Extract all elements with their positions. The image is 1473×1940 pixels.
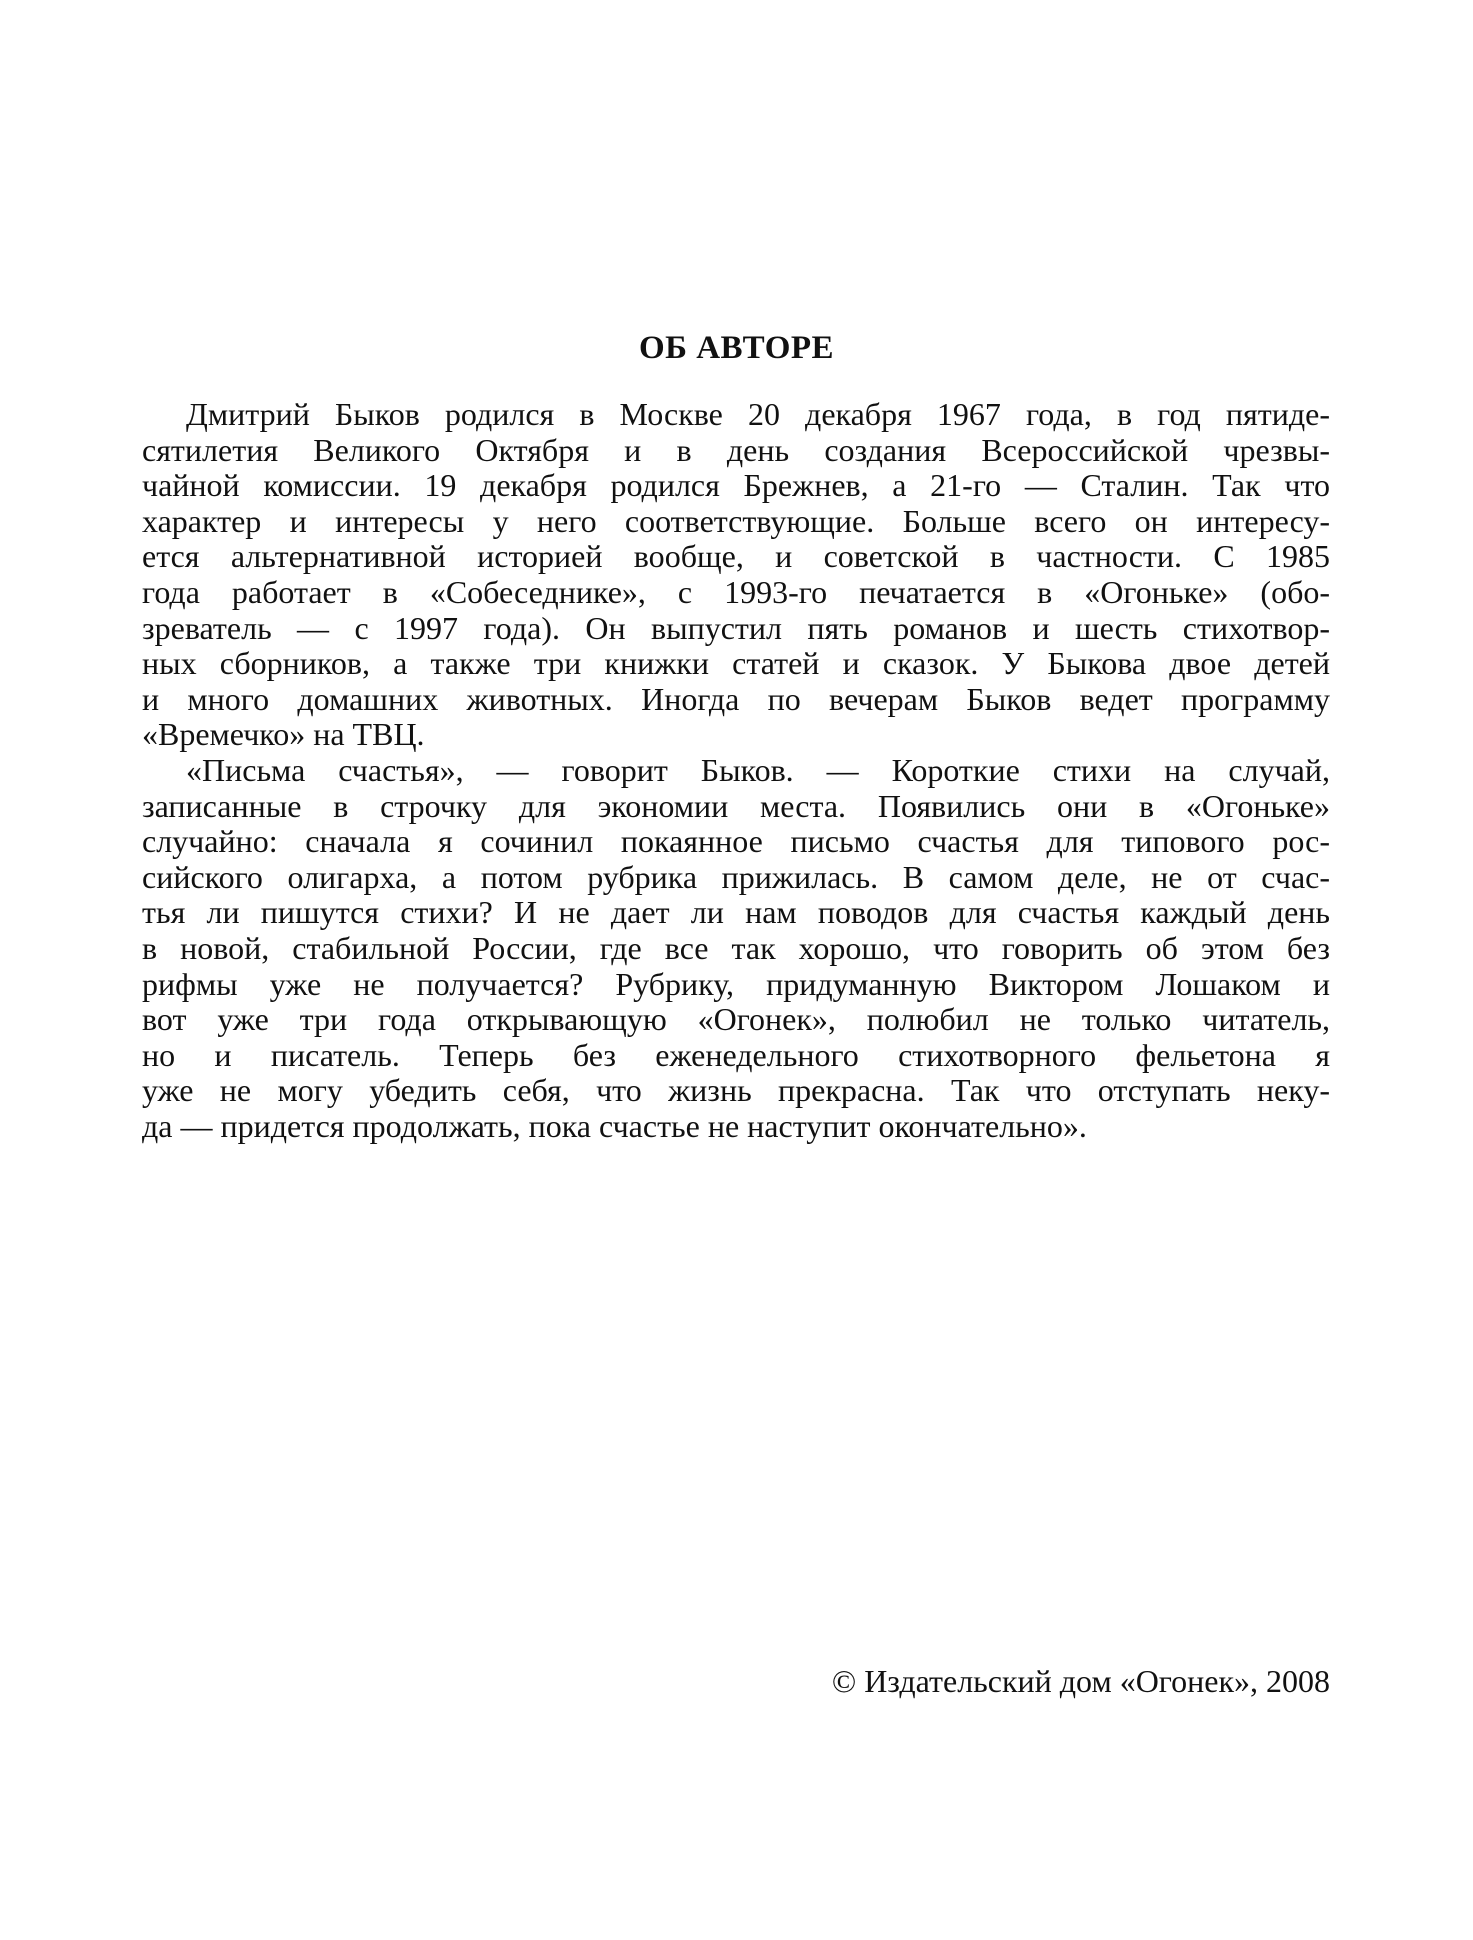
text-line: характер и интересы у него соответствующие. Больше всего он интересу- (142, 502, 1330, 539)
text-line: ных сборников, а также три книжки статей и сказок. У Быкова двое детей (142, 645, 1330, 682)
text-line: да — придется продолжать, пока счастье не наступит окончательно». (142, 1107, 1087, 1144)
text-line: и много домашних животных. Иногда по вечерам Быков ведет программу (142, 680, 1330, 717)
text-line: записанные в строчку для экономии места. Появились они в «Огоньке» (142, 787, 1330, 824)
text-line: вот уже три года открывающую «Огонек», полюбил не только читатель, (142, 1001, 1330, 1038)
text-line: но и писатель. Теперь без еженедельного стихотворного фельетона я (142, 1036, 1330, 1073)
text-line: тья ли пишутся стихи? И не дает ли нам поводов для счастья каждый день (142, 894, 1330, 931)
text-line: Дмитрий Быков родился в Москве 20 декабря 1967 года, в год пятиде- (186, 396, 1330, 432)
text-line: рифмы уже не получается? Рубрику, придуманную Виктором Лошаком и (142, 965, 1330, 1002)
about-author-text (142, 397, 1330, 1144)
text-line: чайной комиссии. 19 декабря родился Брежнев, а 21-го — Сталин. Так что (142, 467, 1330, 504)
text-line: года работает в «Собеседнике», с 1993-го печатается в «Огоньке» (обо- (142, 573, 1330, 610)
copyright-notice: © Издательский дом «Огонек», 2008 (831, 1663, 1330, 1699)
text-line: в новой, стабильной России, где все так хорошо, что говорить об этом без (142, 929, 1330, 966)
text-line: уже не могу убедить себя, что жизнь прекрасна. Так что отступать неку- (142, 1072, 1330, 1109)
text-line: «Письма счастья», — говорит Быков. — Короткие стихи на случай, (186, 751, 1330, 788)
text-line: ется альтернативной историей вообще, и советской в частности. С 1985 (142, 538, 1330, 575)
text-line: «Времечко» на ТВЦ. (142, 716, 425, 753)
page-title: ОБ АВТОРЕ (638, 330, 835, 366)
text-line: случайно: сначала я сочинил покаянное письмо счастья для типового рос- (142, 823, 1330, 860)
paragraph-quote (142, 753, 1330, 1145)
text-line: сийского олигарха, а потом рубрика прижилась. В самом деле, не от счас- (142, 858, 1330, 895)
paragraph-biography (142, 397, 1330, 753)
text-line: сятилетия Великого Октября и в день создания Всероссийской чрезвы- (142, 431, 1330, 468)
text-line: зреватель — с 1997 года). Он выпустил пять романов и шесть стихотвор- (142, 609, 1330, 646)
